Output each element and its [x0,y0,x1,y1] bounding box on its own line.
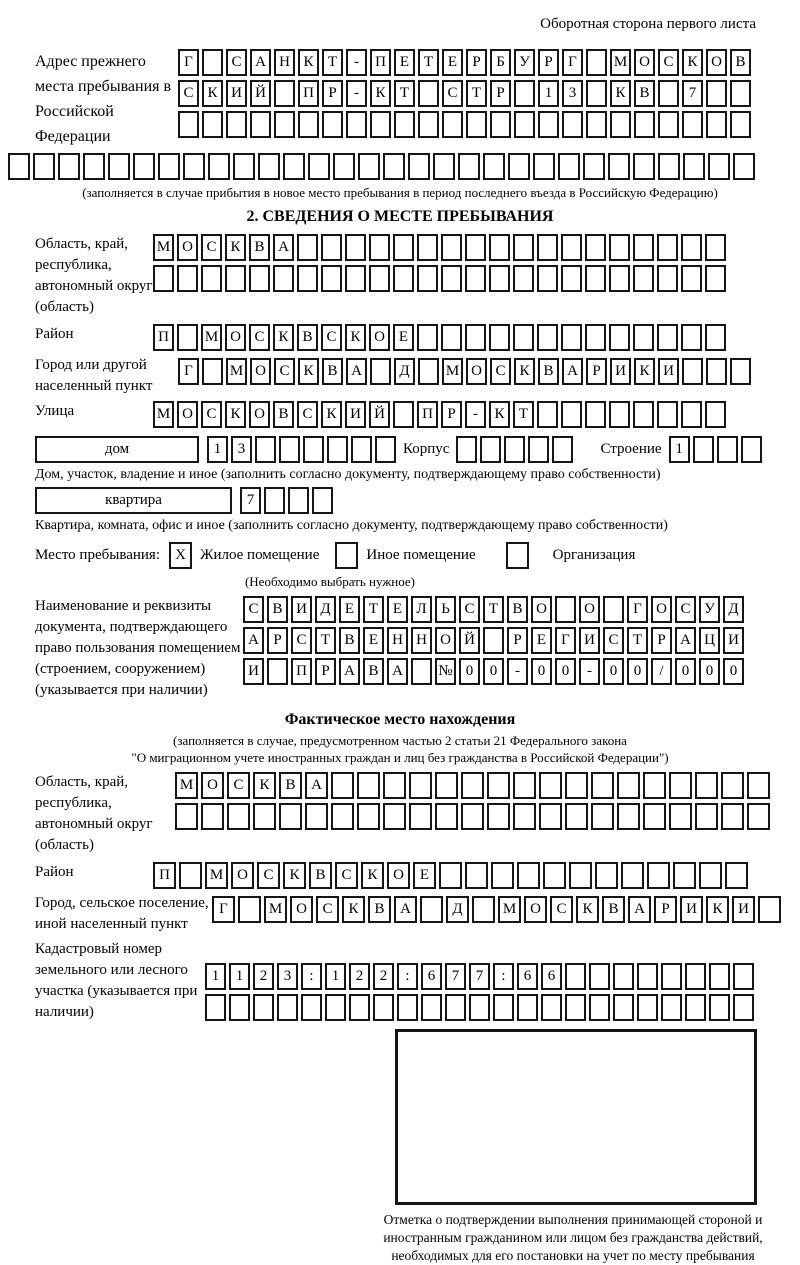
page-side-note: Оборотная сторона первого листа [540,16,756,32]
prev-address-row-3 [178,111,754,138]
stamp-caption: Отметка о подтверждении выполнения принимающей стороной и иностранным гражданином или лицом без гражданства действий, необходимых для его постановки на учет по месту пребывания [383,1212,763,1263]
actual-location-note-2: "О миграционном учете иностранных граждан и лиц без гражданства в Российской Федерации") [131,750,669,765]
actual-city-label: Город, сельское поселение, иной населенный пункт [35,895,209,932]
region-block [35,234,800,318]
actual-region-label: Область, край, республика, автономный округ (область) [35,774,153,853]
street-label: Улица [35,403,75,419]
district-block [35,324,800,351]
region-row-2 [153,265,729,292]
korpus-label: Корпус [403,441,450,457]
house-number-cells: 1 3 [207,436,399,463]
stay-type-label: Место пребывания: [35,547,160,563]
cadastral-block [35,939,800,1023]
stay-type-note: (Необходимо выбрать нужное) [244,574,416,589]
option-inoe-pomeshchenie: Иное помещение [366,547,476,563]
city-label: Город или другой населенный пункт [35,357,153,394]
document-block [35,596,800,701]
apartment-row [35,487,800,514]
stroenie-cells: 1 [669,436,765,463]
section2-heading: 2. СВЕДЕНИЯ О МЕСТЕ ПРЕБЫВАНИЯ [246,208,554,225]
checkbox-zhiloe-pomeshchenie: X [169,542,192,569]
actual-region-block [35,772,800,856]
prev-address-overflow-row [8,153,800,180]
region-label: Область, край, республика, автономный округ (область) [35,236,153,315]
city-row: Г М О С К В А Д М О С К В А Р И К И [178,358,754,385]
cadastral-row-2 [205,994,757,1021]
document-row-1: С В И Д Е Т Е Л Ь С Т В О О Г О С У Д [243,596,747,623]
actual-district-block [35,862,800,889]
checkbox-organizatsiya [506,542,529,569]
actual-location-note-1: (заполняется в случае, предусмотренном частью 2 статьи 21 Федерального закона [173,733,627,748]
street-row: М О С К О В С К И Й П Р - К Т [153,401,729,428]
cadastral-label: Кадастровый номер земельного или лесного участка (указывается при наличии) [35,941,198,1020]
house-note: Дом, участок, владение и иное (заполнить согласно документу, подтверждающему право собственности) [35,467,661,482]
prev-address-note: (заполняется в случае прибытия в новое место пребывания в период последнего въезда в Российскую Федерацию) [82,185,718,200]
district-label: Район [35,326,74,342]
stamp-box [395,1029,757,1205]
prev-address-row-2: С К И Й П Р - К Т С Т Р 1 3 К В 7 [178,80,754,107]
apartment-label-box: квартира [35,487,232,514]
stroenie-label: Строение [600,441,662,457]
cadastral-row-1: 1 1 2 3 : 1 2 2 : 6 7 7 : 6 6 [205,963,757,990]
document-row-2: А Р С Т В Е Н Н О Й Р Е Г И С Т Р А Ц И [243,627,747,654]
house-row [35,436,800,463]
actual-district-row: П М О С К В С К О Е [153,862,751,889]
actual-region-row-1: М О С К В А [175,772,773,799]
checkbox-inoe-pomeshchenie [335,542,358,569]
actual-district-label: Район [35,864,74,880]
actual-location-heading: Фактическое место нахождения [284,711,516,728]
house-label-box: дом [35,436,199,463]
street-block [35,401,800,428]
stay-type-row [35,542,800,569]
document-row-3: И П Р А В А № 0 0 - 0 0 - 0 0 / 0 0 0 [243,658,747,685]
korpus-cells [456,436,576,463]
apartment-note: Квартира, комната, офис и иное (заполнить согласно документу, подтверждающему право собственности) [35,518,668,533]
prev-address-row-1: Г С А Н К Т - П Е Т Е Р Б У Р Г М О С К О В [178,49,754,76]
apartment-cells: 7 [240,487,336,514]
actual-city-row: Г М О С К В А Д М О С К В А Р И К И [212,896,784,923]
district-row: П М О С К В С К О Е [153,324,729,351]
actual-city-block [35,893,800,935]
actual-region-row-2 [175,803,773,830]
document-label: Наименование и реквизиты документа, подтверждающего право пользования помещением (строением, сооружением) (указывается при наличии) [35,598,241,698]
prev-address-block [35,49,800,149]
city-block [35,355,800,397]
option-organizatsiya: Организация [552,547,636,563]
prev-address-label: Адрес прежнего места пребывания в Российской Федерации [35,53,172,145]
option-zhiloe-pomeshchenie: Жилое помещение [200,547,320,563]
region-row-1: М О С К В А [153,234,729,261]
